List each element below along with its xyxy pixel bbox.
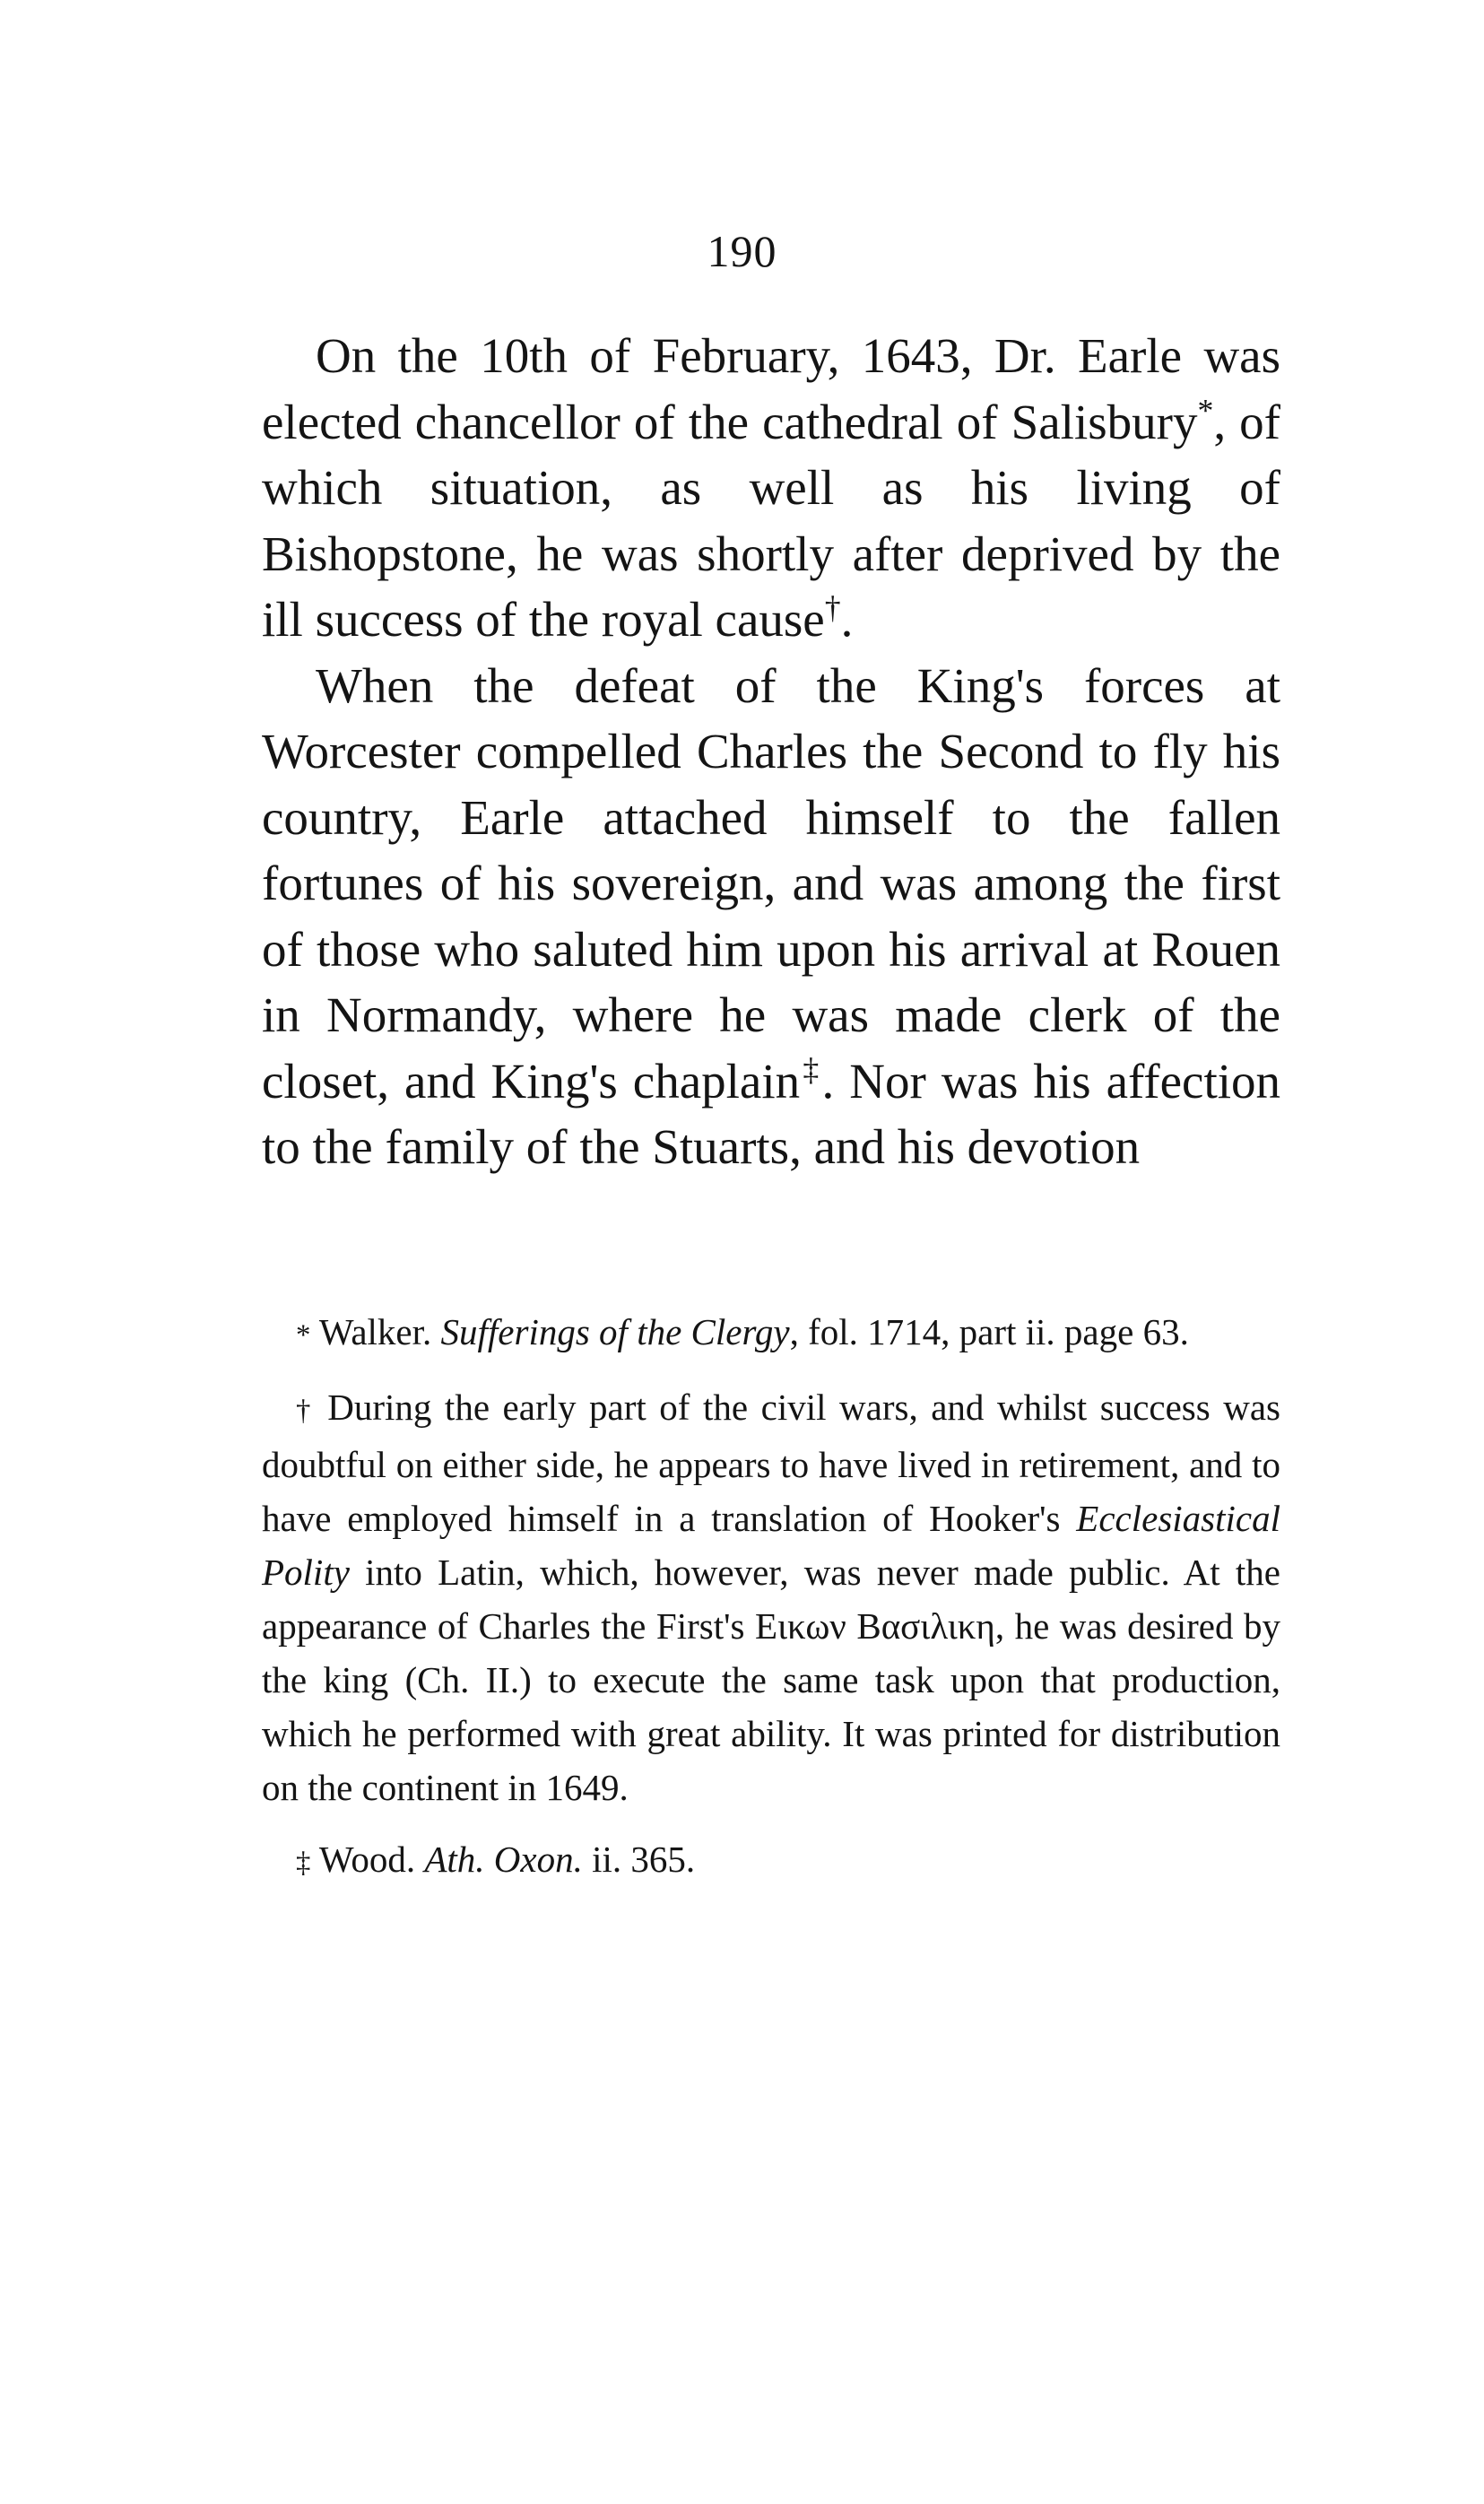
footnote-3-title: Ath. Oxon. (424, 1839, 583, 1880)
paragraph-1-text-b: , of which situation, as well as his living of Bishopstone, he was shortly after deprived by the ill success of the royal cause (262, 394, 1280, 647)
footnote-2-mark: † (296, 1395, 315, 1427)
footnote-ref-double-dagger: ‡ (800, 1050, 822, 1087)
footnote-2 (262, 1380, 1280, 1814)
main-text (262, 323, 1280, 1180)
footnote-3-text-a: Wood. (318, 1839, 425, 1880)
paragraph-2 (262, 653, 1280, 1180)
footnotes (262, 1305, 1280, 1908)
page-number: 190 (707, 226, 777, 276)
footnote-2-text-b: into Latin, which, however, was never made public. At the appearance of Charles the First's Εικων Βασιλικη, he was desired by the king (Ch. II.) to execute the same task upon that production, which he performed with great ability. It was printed for distribution on the continent in 1649. (262, 1552, 1280, 1808)
footnote-1-text-b: , fol. 1714, part ii. page 63. (789, 1311, 1189, 1352)
footnote-1-title: Sufferings of the Clergy (440, 1311, 790, 1352)
footnote-1-text-a: Walker. (318, 1311, 441, 1352)
footnote-2-title: Ecclesiastical Polity (262, 1498, 1280, 1593)
footnote-1 (262, 1305, 1280, 1362)
footnote-3 (262, 1832, 1280, 1890)
footnote-ref-asterisk: * (1197, 391, 1214, 428)
paragraph-2-text-a: When the defeat of the King's forces at Worcester compelled Charles the Second to fly his country, Earle attached himself to the fallen fortunes of his sovereign, and was among the first of those who saluted him upon his arrival at Rouen in Normandy, where he was made clerk of the closet, and King's chaplain (262, 657, 1280, 1109)
paragraph-1-text-a: On the 10th of February, 1643, Dr. Earle was elected chancellor of the cathedral of Salisbury (262, 328, 1280, 449)
footnote-ref-dagger: † (824, 589, 841, 626)
footnote-3-text-b: ii. 365. (582, 1839, 696, 1880)
paragraph-1-text-c: . (840, 592, 854, 647)
footnote-1-mark: * (296, 1319, 311, 1352)
paragraph-1 (262, 323, 1280, 653)
footnote-2-text-a: During the early part of the civil wars, and whilst success was doubtful on either side, he appears to have lived in retirement, and to have employed himself in a translation of Hooker's (262, 1387, 1280, 1539)
footnote-3-mark: ‡ (296, 1847, 311, 1879)
paragraph-2-text-b: . Nor was his affection to the family of the Stuarts, and his devotion (262, 1053, 1281, 1174)
